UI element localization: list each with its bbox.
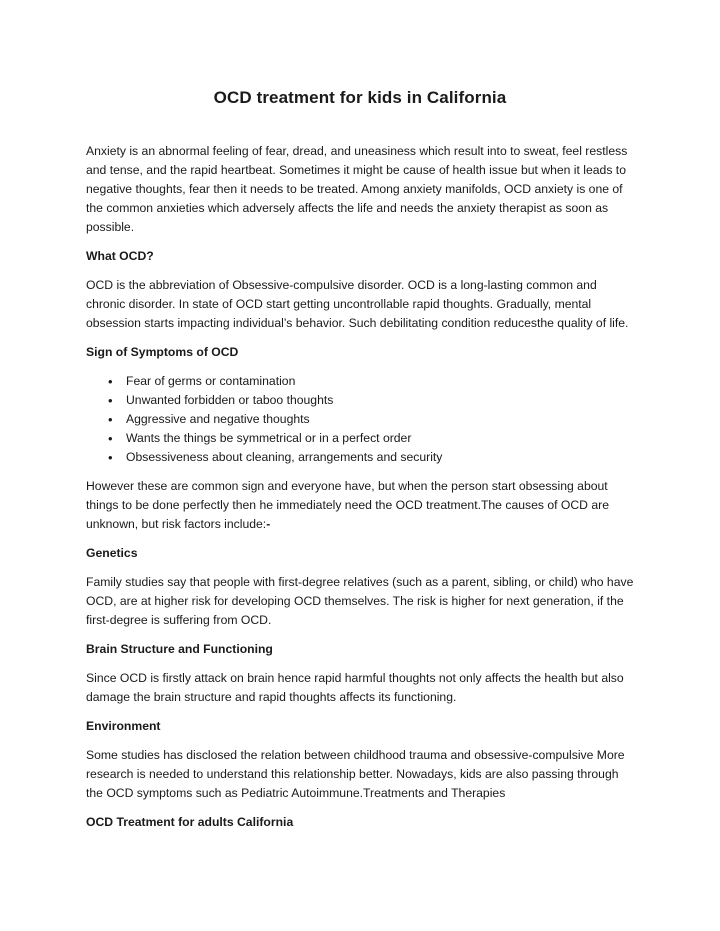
risk-factors-text: However these are common sign and everyone have, but when the person start obsessing about things to be done perfectly then he immediately need the OCD treatment.The causes of OCD are unknown, but risk factors include: xyxy=(86,479,609,531)
section-heading-adults: OCD Treatment for adults California xyxy=(86,815,294,829)
environment-paragraph: Some studies has disclosed the relation between childhood trauma and obsessive-compulsive More research is needed to understand this relationship better. Nowadays, kids are also passing through the OCD symptoms such as Pediatric Autoimmune.Treatments and Therapies xyxy=(86,748,625,800)
section-heading-brain: Brain Structure and Functioning xyxy=(86,642,273,656)
list-item: • Obsessiveness about cleaning, arrangements and security xyxy=(108,448,634,467)
genetics-paragraph: Family studies say that people with first-degree relatives (such as a parent, sibling, or child) who have OCD, are at higher risk for developing OCD themselves. The risk is higher for next generation, if the first-degree is suffering from OCD. xyxy=(86,575,634,627)
risk-factors-paragraph xyxy=(86,477,634,534)
risk-factors-dash: - xyxy=(266,517,271,531)
section-heading-symptoms: Sign of Symptoms of OCD xyxy=(86,345,239,359)
symptoms-list xyxy=(86,372,634,467)
intro-paragraph: Anxiety is an abnormal feeling of fear, dread, and uneasiness which result into to sweat, feel restless and tense, and the rapid heartbeat. Sometimes it might be cause of health issue but when it leads to negative thoughts, fear then it needs to be treated. Among anxiety manifolds, OCD anxiety is one of the common anxieties which adversely affects the life and needs the anxiety therapist as soon as possible. xyxy=(86,144,628,234)
list-item: • Unwanted forbidden or taboo thoughts xyxy=(108,391,634,410)
section-heading-genetics: Genetics xyxy=(86,546,138,560)
brain-paragraph: Since OCD is firstly attack on brain hence rapid harmful thoughts not only affects the health but also damage the brain structure and rapid thoughts affects its functioning. xyxy=(86,671,624,704)
section-heading-what-ocd: What OCD? xyxy=(86,249,154,263)
list-item: • Fear of germs or contamination xyxy=(108,372,634,391)
list-item: • Wants the things be symmetrical or in a perfect order xyxy=(108,429,634,448)
list-item: • Aggressive and negative thoughts xyxy=(108,410,634,429)
section-heading-environment: Environment xyxy=(86,719,161,733)
what-ocd-paragraph: OCD is the abbreviation of Obsessive-compulsive disorder. OCD is a long-lasting common and chronic disorder. In state of OCD start getting uncontrollable rapid thoughts. Gradually, mental obsession starts impacting individual’s behavior. Such debilitating condition reducesthe quality of life. xyxy=(86,278,629,330)
page-title: OCD treatment for kids in California xyxy=(213,88,507,107)
